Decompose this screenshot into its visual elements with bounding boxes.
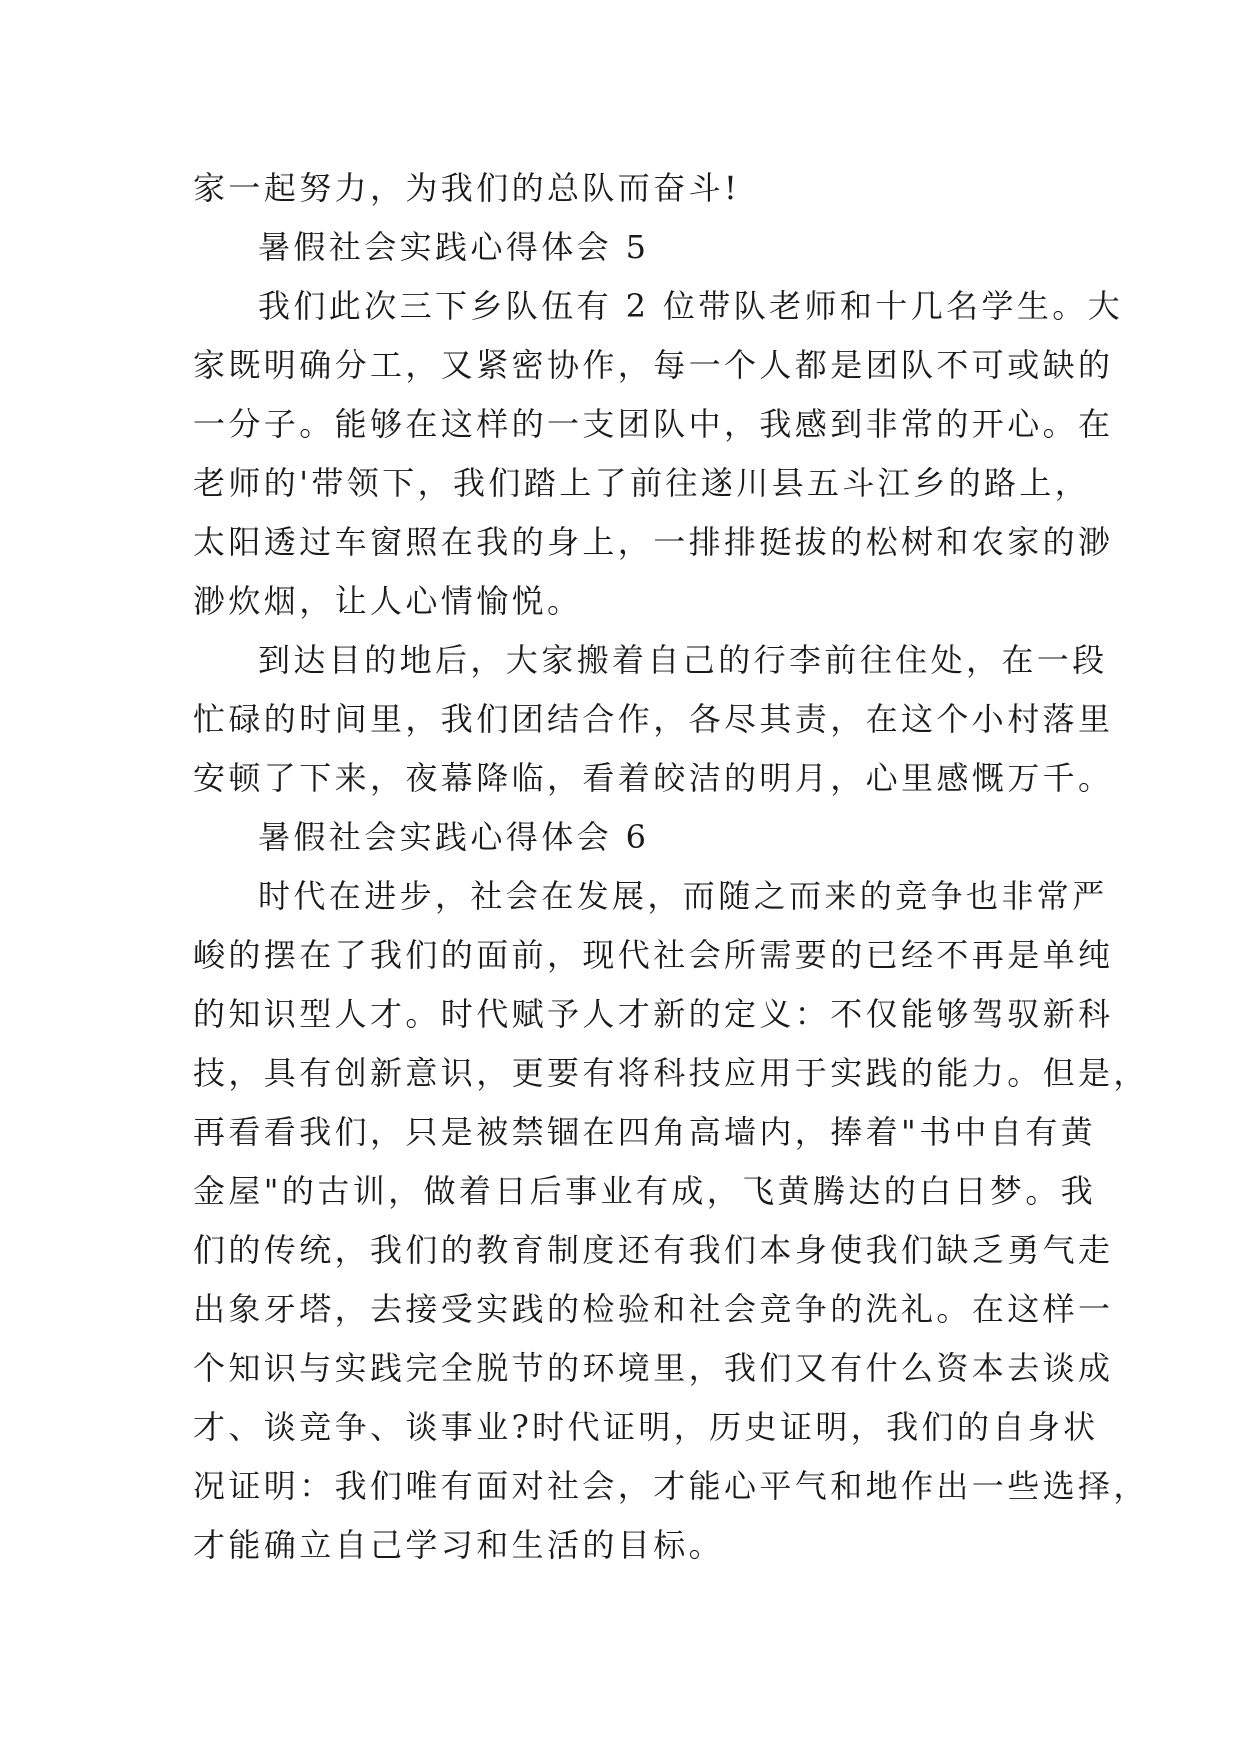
text-line: 再看看我们，只是被禁锢在四角高墙内，捧着"书中自有黄	[193, 1113, 1097, 1151]
section-heading: 暑假社会实践心得体会 5	[258, 228, 650, 266]
text-line: 们的传统，我们的教育制度还有我们本身使我们缺乏勇气走	[193, 1231, 1114, 1269]
section-heading: 暑假社会实践心得体会 6	[258, 818, 650, 856]
text-line: 太阳透过车窗照在我的身上，一排排挺拔的松树和农家的渺	[193, 523, 1114, 561]
text-line: 金屋"的古训，做着日后事业有成，飞黄腾达的白日梦。我	[193, 1172, 1097, 1210]
text-line: 技，具有创新意识，更要有将科技应用于实践的能力。但是，	[193, 1054, 1149, 1092]
text-line: 时代在进步，社会在发展，而随之而来的竞争也非常严	[258, 877, 1108, 915]
text-line: 渺炊烟，让人心情愉悦。	[193, 582, 583, 620]
text-line: 个知识与实践完全脱节的环境里，我们又有什么资本去谈成	[193, 1349, 1114, 1387]
text-line: 一分子。能够在这样的一支团队中，我感到非常的开心。在	[193, 405, 1114, 443]
text-line: 到达目的地后，大家搬着自己的行李前往住处，在一段	[258, 641, 1108, 679]
text-line: 忙碌的时间里，我们团结合作，各尽其责，在这个小村落里	[193, 700, 1114, 738]
text-line: 才、谈竞争、谈事业?时代证明，历史证明，我们的自身状	[193, 1408, 1099, 1446]
text-line: 峻的摆在了我们的面前，现代社会所需要的已经不再是单纯	[193, 936, 1114, 974]
text-line: 安顿了下来，夜幕降临，看着皎洁的明月，心里感慨万千。	[193, 759, 1114, 797]
text-line: 家一起努力，为我们的总队而奋斗!	[193, 169, 741, 207]
text-line: 况证明：我们唯有面对社会，才能心平气和地作出一些选择，	[193, 1467, 1149, 1505]
text-line: 出象牙塔，去接受实践的检验和社会竞争的洗礼。在这样一	[193, 1290, 1114, 1328]
text-line: 家既明确分工，又紧密协作，每一个人都是团队不可或缺的	[193, 346, 1114, 384]
text-line: 我们此次三下乡队伍有 2 位带队老师和十几名学生。大	[258, 287, 1124, 325]
text-line: 才能确立自己学习和生活的目标。	[193, 1526, 725, 1564]
text-line: 的知识型人才。时代赋予人才新的定义：不仅能够驾驭新科	[193, 995, 1114, 1033]
text-line: 老师的'带领下，我们踏上了前往遂川县五斗江乡的路上，	[193, 464, 1091, 502]
